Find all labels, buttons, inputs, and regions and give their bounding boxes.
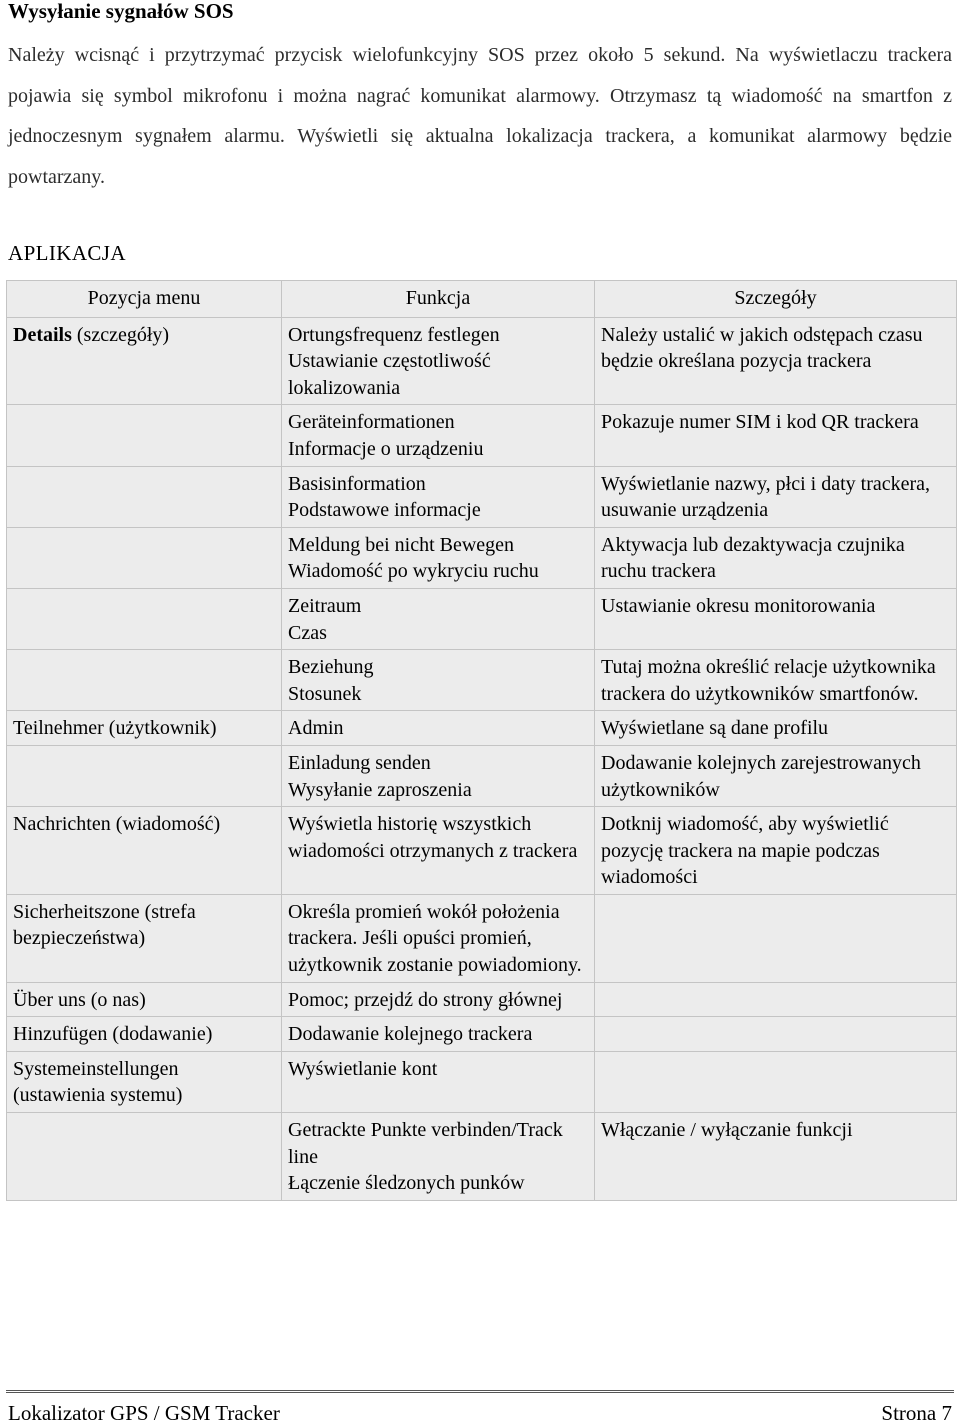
details-cell [595, 466, 957, 527]
details-cell-text: Wyświetlane są dane profilu [601, 717, 829, 740]
details-cell [595, 894, 957, 982]
details-cell-text: Należy ustalić w jakich odstępach czasu będzie określana pozycja trackera [601, 323, 923, 373]
function-cell [282, 650, 595, 711]
function-cell-text: Meldung bei nicht Bewegen [288, 533, 515, 556]
table-row [7, 466, 957, 527]
function-cell [282, 405, 595, 466]
menu-cell-text: Systemeinstellungen (ustawienia systemu) [13, 1057, 183, 1107]
details-cell [595, 1017, 957, 1052]
column-header-details: Szczegóły [595, 281, 957, 318]
table-row [7, 982, 957, 1017]
function-cell-text: Pomoc; przejdź do strony głównej [288, 988, 563, 1011]
function-cell-text: Wysyłanie zaproszenia [288, 778, 472, 801]
function-cell-text: Stosunek [288, 682, 362, 705]
function-cell-text: Czas [288, 621, 327, 644]
table-row [7, 1051, 957, 1112]
menu-cell [7, 527, 282, 588]
function-cell-text: Ustawianie częstotliwość lokalizowania [288, 350, 491, 399]
menu-cell [7, 894, 282, 982]
table-body [7, 317, 957, 1200]
details-cell [595, 588, 957, 649]
details-cell-text: Ustawianie okresu monitorowania [601, 594, 876, 617]
details-cell-text: Dodawanie kolejnych zarejestrowanych użytkowników [601, 751, 921, 801]
function-cell [282, 317, 595, 405]
sos-section-title: Wysyłanie sygnałów SOS [8, 0, 234, 23]
table-row [7, 894, 957, 982]
details-cell [595, 1051, 957, 1112]
function-cell-text: Einladung senden [288, 751, 431, 774]
menu-cell-text: Hinzufügen (dodawanie) [13, 1023, 213, 1046]
function-cell [282, 711, 595, 746]
function-cell-text: Dodawanie kolejnego trackera [288, 1023, 533, 1046]
function-cell-text: Wyświetla historię wszystkich wiadomości otrzymanych z trackera [288, 813, 578, 862]
menu-cell [7, 982, 282, 1017]
details-cell-text: Włączanie / wyłączanie funkcji [601, 1119, 853, 1142]
details-cell-text: Tutaj można określić relacje użytkownika trackera do użytkowników smartfonów. [601, 656, 936, 705]
function-cell [282, 466, 595, 527]
table-row [7, 405, 957, 466]
footer-document-title: Lokalizator GPS / GSM Tracker [8, 1401, 280, 1425]
function-cell [282, 982, 595, 1017]
function-cell-text: Wiadomość po wykryciu ruchu [288, 560, 539, 583]
function-cell [282, 1051, 595, 1112]
details-cell [595, 711, 957, 746]
app-menu-table [6, 280, 957, 1201]
function-cell [282, 894, 595, 982]
menu-cell-text: Teilnehmer (użytkownik) [13, 717, 217, 740]
details-cell [595, 745, 957, 806]
function-cell-text: Podstawowe informacje [288, 499, 481, 522]
function-cell [282, 527, 595, 588]
app-section-heading: APLIKACJA [8, 241, 126, 265]
table-row [7, 588, 957, 649]
menu-cell-text: Über uns (o nas) [13, 988, 146, 1011]
menu-cell [7, 1051, 282, 1112]
menu-cell [7, 317, 282, 405]
details-cell [595, 982, 957, 1017]
function-cell [282, 588, 595, 649]
menu-cell [7, 1113, 282, 1201]
function-cell-text: Ortungsfrequenz festlegen [288, 323, 500, 346]
function-cell-text: Getrackte Punkte verbinden/Track line [288, 1119, 563, 1168]
table-row [7, 807, 957, 895]
table-row [7, 745, 957, 806]
function-cell-text: Admin [288, 717, 344, 740]
table-header-row [7, 281, 957, 318]
footer-divider [6, 1390, 954, 1393]
details-cell-text: Aktywacja lub dezaktywacja czujnika ruchu trackera [601, 533, 905, 583]
table-row [7, 1017, 957, 1052]
details-cell [595, 807, 957, 895]
menu-cell [7, 650, 282, 711]
details-cell-text: Dotknij wiadomość, aby wyświetlić pozycję trackera na mapie podczas wiadomości [601, 813, 889, 889]
function-cell-text: Geräteinformationen [288, 411, 455, 434]
details-cell [595, 1113, 957, 1201]
function-cell-text: Zeitraum [288, 594, 362, 617]
function-cell-text: Beziehung [288, 656, 374, 679]
menu-cell-bold-word: Details [13, 323, 72, 346]
table-row [7, 317, 957, 405]
footer-page-number: Strona 7 [881, 1401, 952, 1425]
function-cell-text: Łączenie śledzonych punków [288, 1172, 525, 1195]
menu-cell [7, 405, 282, 466]
details-cell [595, 527, 957, 588]
menu-cell [7, 807, 282, 895]
menu-cell [7, 745, 282, 806]
function-cell-text: Informacje o urządzeniu [288, 437, 484, 460]
details-cell [595, 650, 957, 711]
menu-cell [7, 711, 282, 746]
menu-cell [7, 466, 282, 527]
function-cell-text: Basisinformation [288, 472, 426, 495]
details-cell [595, 317, 957, 405]
menu-cell-text: Sicherheitszone (strefa bezpieczeństwa) [13, 900, 196, 950]
menu-cell-text: Details (szczegóły) [13, 323, 170, 346]
function-cell [282, 1113, 595, 1201]
menu-cell-text: Nachrichten (wiadomość) [13, 813, 221, 836]
details-cell-text: Wyświetlanie nazwy, płci i daty trackera, usuwanie urządzenia [601, 472, 931, 522]
menu-cell [7, 1017, 282, 1052]
function-cell-text: Wyświetlanie kont [288, 1057, 438, 1080]
details-cell [595, 405, 957, 466]
table-row [7, 527, 957, 588]
function-cell [282, 807, 595, 895]
column-header-function: Funkcja [282, 281, 595, 318]
function-cell [282, 1017, 595, 1052]
table-row [7, 650, 957, 711]
function-cell [282, 745, 595, 806]
menu-cell [7, 588, 282, 649]
column-header-menu: Pozycja menu [7, 281, 282, 318]
details-cell-text: Pokazuje numer SIM i kod QR trackera [601, 411, 919, 434]
table-row [7, 711, 957, 746]
sos-paragraph: Należy wcisnąć i przytrzymać przycisk wielofunkcyjny SOS przez około 5 sekund. Na wyświetlaczu trackera pojawia się symbol mikrofonu i można nagrać komunikat alarmowy. Otrzymasz tą wiadomość na smartfon z jednoczesnym sygnałem alarmu. Wyświetli się aktualna lokalizacja trackera, a komunikat alarmowy będzie powtarzany. [8, 44, 952, 188]
table-row [7, 1113, 957, 1201]
function-cell-text: Określa promień wokół położenia trackera. Jeśli opuści promień, użytkownik zostanie powiadomiony. [288, 900, 582, 977]
